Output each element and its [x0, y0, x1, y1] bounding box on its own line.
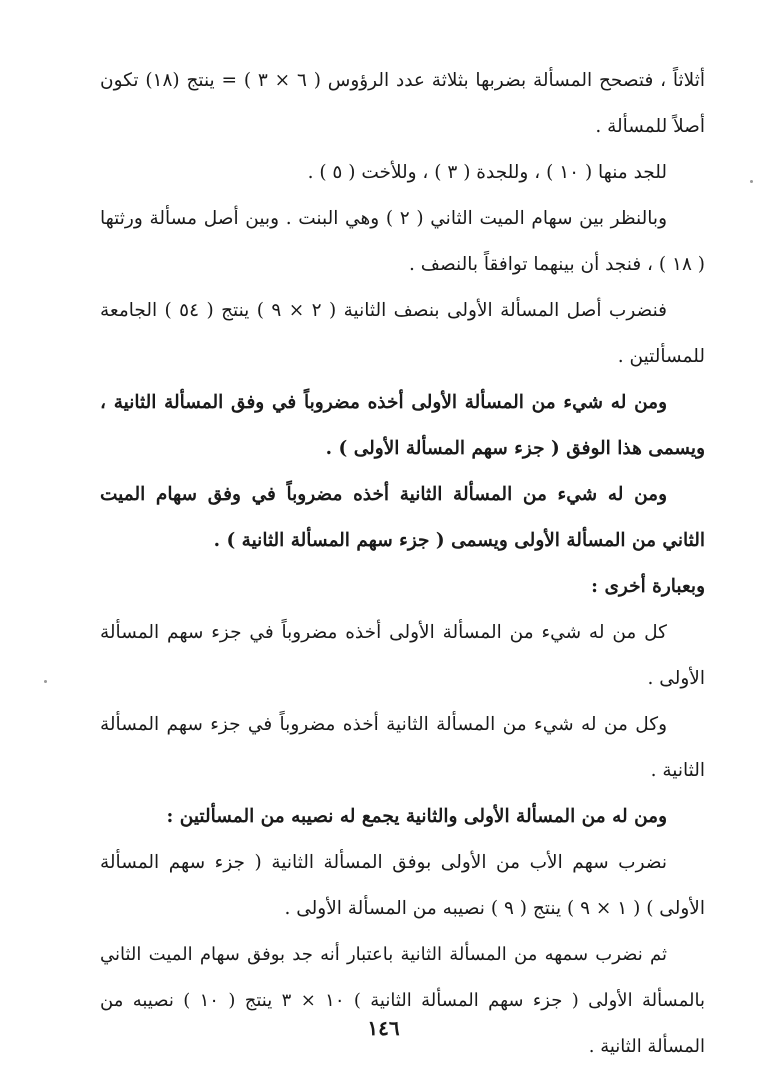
scan-speck	[750, 180, 753, 183]
paragraph-thirds-correction: أثلاثاً ، فتصحح المسألة بضربها بثلاثة عدد الرؤوس ( ٦ × ٣ ) = ينتج (١٨) تكون أصلاً للمسألة .	[100, 70, 706, 137]
paragraph-second-share-rule: ومن له شيء من المسألة الثانية أخذه مضروباً في وفق سهام الميت الثاني من المسألة الأولى ويسمى ( جزء سهم المسألة الثانية ) .	[100, 484, 705, 551]
paragraph-grandfather-share: ثم نضرب سمهه من المسألة الثانية باعتبار أنه جد بوفق سهام الميت الثاني بالمسألة الأولى ( جزء سهم المسألة الثانية ) ١٠ × ٣ ينتج ( ١٠ ) نصيبه من المسألة الثانية .	[100, 944, 706, 1057]
paragraph-first-share-rule: ومن له شيء من المسألة الأولى أخذه مضروباً في وفق المسألة الثانية ، ويسمى هذا الوفق ( جزء سهم المسألة الأولى ) .	[100, 392, 705, 459]
paragraph-father-share: نضرب سهم الأب من الأولى بوفق المسألة الثانية ( جزء سهم المسألة الأولى ) ( ١ × ٩ ) ينتج ( ٩ ) نصيبه من المسألة الأولى .	[100, 852, 705, 919]
paragraph-multiply-origins: فنضرب أصل المسألة الأولى بنصف الثانية ( ٢ × ٩ ) ينتج ( ٥٤ ) الجامعة للمسألتين .	[100, 300, 705, 367]
paragraph-combined-share: ومن له من المسألة الأولى والثانية يجمع له نصيبه من المسألتين :	[166, 806, 667, 827]
paragraph-second-problem-rule: وكل من له شيء من المسألة الثانية أخذه مضروباً في جزء سهم المسألة الثانية .	[100, 714, 705, 781]
paragraph-first-problem-rule: كل من له شيء من المسألة الأولى أخذه مضروباً في جزء سهم المسألة الأولى .	[100, 622, 705, 689]
paragraph-second-deceased: وبالنظر بين سهام الميت الثاني ( ٢ ) وهي البنت . وبين أصل مسألة ورثتها ( ١٨ ) ، فنجد أن بينهما توافقاً بالنصف .	[100, 208, 705, 275]
paragraph-shares-grandfather: للجد منها ( ١٠ ) ، وللجدة ( ٣ ) ، وللأخت ( ٥ ) .	[307, 162, 667, 183]
page-number: ١٤٦	[367, 1016, 400, 1040]
page-body	[100, 58, 705, 1070]
paragraph-in-other-words: وبعبارة أخرى :	[591, 576, 705, 597]
scan-speck	[44, 680, 47, 683]
